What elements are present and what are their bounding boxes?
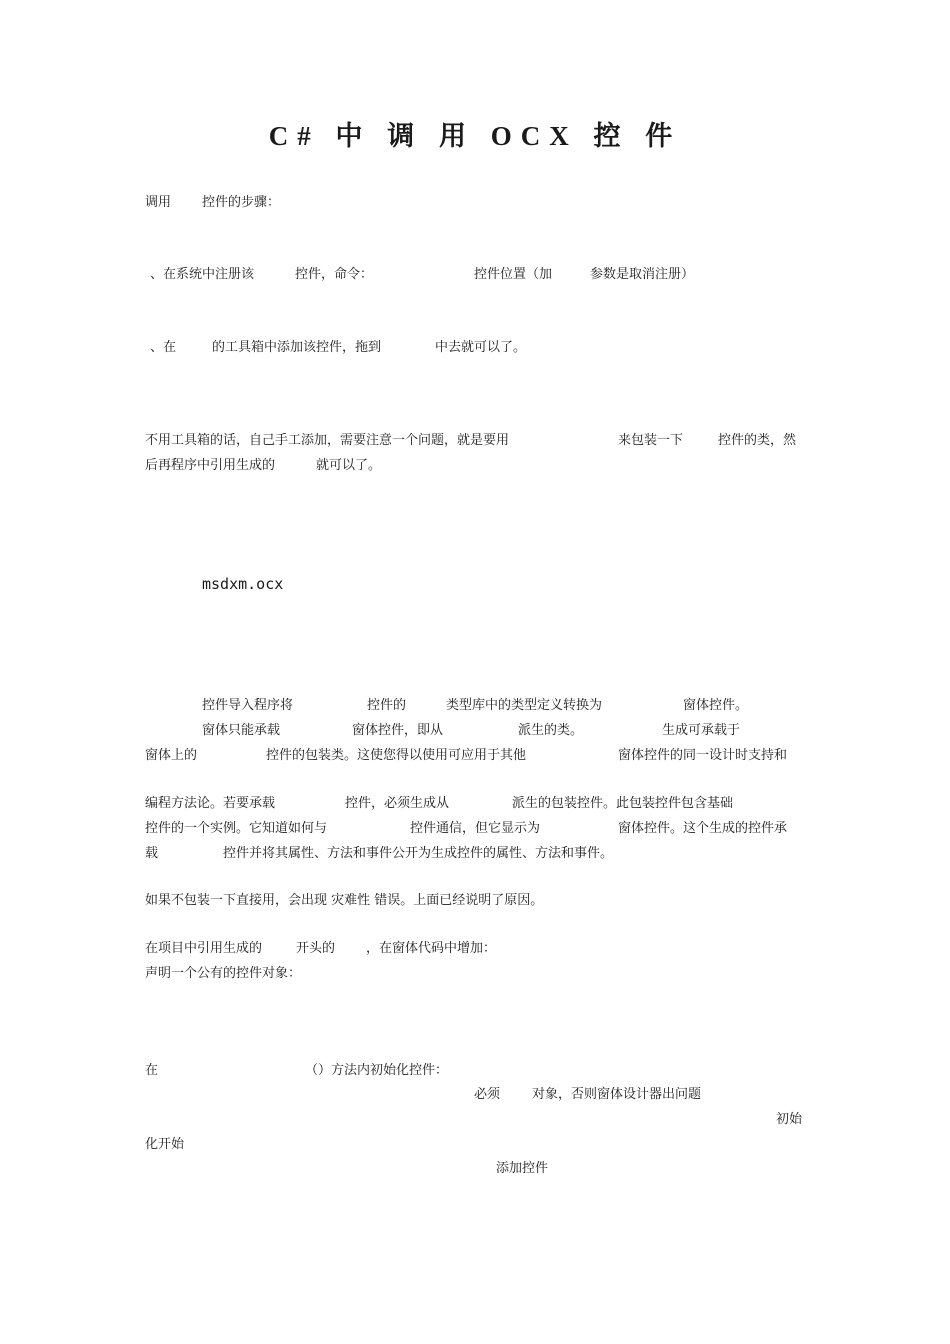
import-line1-part4: 窗体控件。: [683, 698, 749, 713]
step2-text-3: 中去就可以了。: [435, 340, 527, 355]
step2-text-2: 的工具箱中添加该控件，拖到: [212, 340, 382, 355]
steps-heading-part-1: 调用: [145, 195, 172, 210]
init-line1-part2: （）方法内初始化控件：: [305, 1063, 449, 1078]
step1-text-4: 参数是取消注册）: [590, 267, 695, 282]
toolbox-line2-part1: 后再程序中引用生成的: [145, 458, 276, 473]
import-line2-part2: 窗体控件，即从: [352, 723, 444, 738]
import-line5-part2: 控件通信，但它显示为: [410, 821, 541, 836]
import-line3-part1: 窗体上的: [145, 748, 198, 763]
step1-text-1: 、在系统中注册该: [150, 267, 255, 282]
import-line3-part2: 控件的包装类。这使您得以使用可应用于其他: [266, 748, 527, 763]
import-line4-part3: 派生的包装控件。此包装控件包含基础: [512, 796, 734, 811]
toolbox-line1-part1: 不用工具箱的话，自己手工添加，需要注意一个问题，就是要用: [145, 433, 510, 448]
ocx-filename: msdxm.ocx: [202, 575, 284, 593]
ref-line1-part1: 在项目中引用生成的: [145, 941, 263, 956]
init-line3-part1: 初始: [776, 1112, 803, 1127]
toolbox-line2-part2: 就可以了。: [316, 458, 382, 473]
step1-text-3: 控件位置（加: [474, 267, 553, 282]
import-line5-part1: 控件的一个实例。它知道如何与: [145, 821, 328, 836]
import-line6-part2: 控件并将其属性、方法和事件公开为生成控件的属性、方法和事件。: [223, 846, 614, 861]
import-line4-part1: 编程方法论。若要承载: [145, 796, 276, 811]
toolbox-line1-part3: 控件的类，然: [718, 433, 797, 448]
import-line6-part1: 载: [145, 846, 159, 861]
ref-line1-part2: 开头的: [296, 941, 336, 956]
import-line2-part3: 派生的类。: [518, 723, 584, 738]
import-line2-part1: 窗体只能承载: [202, 723, 281, 738]
page-title: C# 中 调 用 OCX 控 件: [268, 121, 682, 151]
init-line5: 添加控件: [496, 1161, 549, 1176]
step2-text-1: 、在: [150, 340, 177, 355]
error-note: 如果不包装一下直接用，会出现 灾难性 错误。上面已经说明了原因。: [145, 893, 544, 908]
import-line1-part1: 控件导入程序将: [202, 698, 294, 713]
import-line1-part3: 类型库中的类型定义转换为: [446, 698, 603, 713]
init-line1-part1: 在: [145, 1063, 159, 1078]
import-line2-part4: 生成可承载于: [662, 723, 741, 738]
import-line5-part3: 窗体控件。这个生成的控件承: [618, 821, 788, 836]
toolbox-line1-part2: 来包装一下: [618, 433, 684, 448]
import-line1-part2: 控件的: [367, 698, 407, 713]
init-line4: 化开始: [145, 1137, 185, 1152]
import-line3-part3: 窗体控件的同一设计时支持和: [618, 748, 788, 763]
ref-line2: 声明一个公有的控件对象：: [145, 966, 302, 981]
steps-heading-part-2: 控件的步骤：: [202, 195, 281, 210]
init-line2-part2: 对象，否则窗体设计器出问题: [532, 1087, 702, 1102]
init-line2-part1: 必须: [474, 1087, 501, 1102]
import-line4-part2: 控件，必须生成从: [345, 796, 450, 811]
ref-line1-part3: ，在窗体代码中增加：: [366, 941, 497, 956]
step1-text-2: 控件，命令：: [295, 267, 374, 282]
